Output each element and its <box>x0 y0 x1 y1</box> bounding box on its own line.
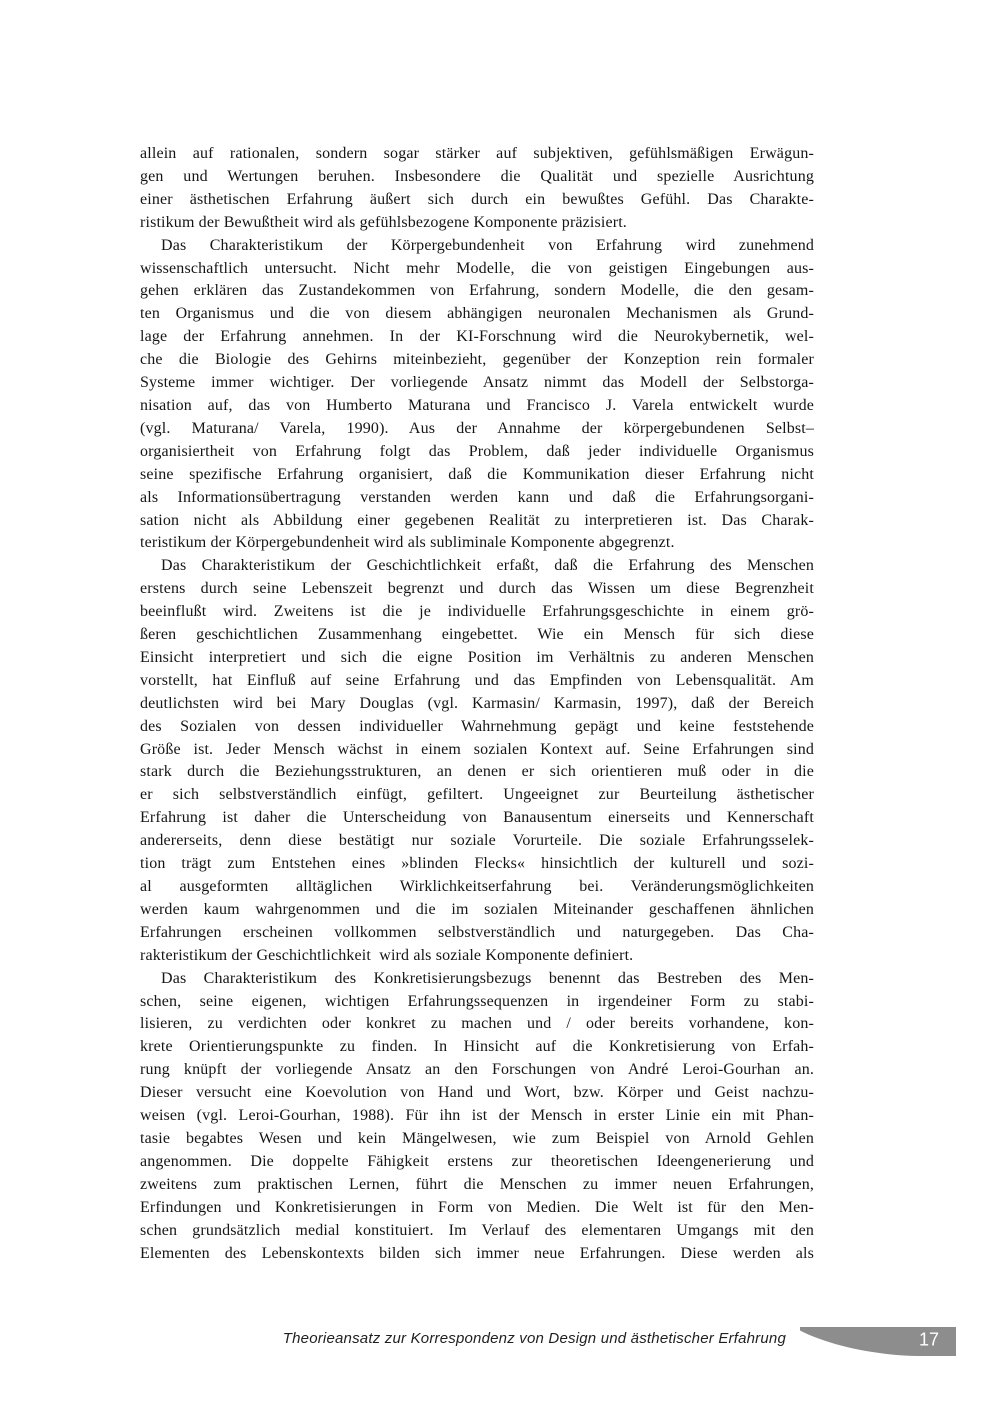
text-line: Das Charakteristikum der Körpergebundenheit von Erfahrung wird zunehmend <box>161 236 814 254</box>
text-line: vorstellt, hat Einfluß auf seine Erfahrung und das Empfinden von Lebensqualität. Am <box>140 671 814 689</box>
page-tab-swoosh <box>800 1325 956 1365</box>
text-line: weisen (vgl. Leroi-Gourhan, 1988). Für ihn ist der Mensch in erster Linie ein mit Phan- <box>140 1107 814 1125</box>
text-line: krete Orientierungspunkte zu finden. In Hinsicht auf die Konkretisierung von Erfah- <box>140 1038 814 1056</box>
text-line: schen, seine eigenen, wichtigen Erfahrungssequenzen in irgendeiner Form zu stabi- <box>140 992 814 1010</box>
text-line: Das Charakteristikum des Konkretisierungsbezugs benennt das Bestreben des Men- <box>161 969 814 987</box>
text-line: andererseits, denn diese bestätigt nur soziale Vorurteile. Die soziale Erfahrungsselek- <box>140 832 814 850</box>
page-number-tab <box>800 1325 956 1365</box>
footer-running-title: Theorieansatz zur Korrespondenz von Design und ästhetischer Erfahrung <box>282 1330 786 1347</box>
text-line: ristikum der Bewußtheit wird als gefühlsbezogene Komponente präzisiert. <box>140 213 627 231</box>
text-line: organisiertheit von Erfahrung folgt das Problem, daß jeder individuelle Organismus <box>140 442 814 460</box>
text-line: schen grundsätzlich medial konstituiert. Im Verlauf des elementaren Umgangs mit den <box>140 1221 814 1239</box>
text-line: teristikum der Körpergebundenheit wird als subliminale Komponente abgegrenzt. <box>140 534 675 552</box>
paragraph <box>140 555 814 967</box>
text-line: werden kaum wahrgenommen und die im sozialen Miteinander geschaffenen ähnlichen <box>140 900 814 918</box>
text-line: Erfahrung ist daher die Unterscheidung von Banausentum einerseits und Kennerschaft <box>140 809 814 827</box>
text-line: che die Biologie des Gehirns miteinbezieht, gegenüber der Konzeption rein formaler <box>140 351 814 369</box>
paragraph <box>140 143 814 235</box>
body-text <box>140 143 814 1265</box>
text-line: als Informationsübertragung verstanden werden kann und daß die Erfahrungsorgani- <box>140 488 814 506</box>
text-line: wissenschaftlich untersucht. Nicht mehr Modelle, die von geistigen Eingebungen aus- <box>140 259 814 277</box>
text-line: tion trägt zum Entstehen eines »blinden Flecks« hinsichtlich der kulturell und sozi- <box>140 855 814 873</box>
text-line: Dieser versucht eine Koevolution von Hand und Wort, bzw. Körper und Geist nachzu- <box>140 1084 814 1102</box>
text-line: Das Charakteristikum der Geschichtlichkeit erfaßt, daß die Erfahrung des Menschen <box>161 557 814 575</box>
text-line: sation nicht als Abbildung einer gegebenen Realität zu interpretieren ist. Das Charak- <box>140 511 814 529</box>
text-line: beeinflußt wird. Zweitens ist die je individuelle Erfahrungsgeschichte in einem grö- <box>140 603 814 621</box>
text-line: al ausgeformten alltäglichen Wirklichkeitserfahrung bei. Veränderungsmöglichkeiten <box>140 878 814 895</box>
text-line: (vgl. Maturana/ Varela, 1990). Aus der Annahme der körpergebundenen Selbst– <box>140 419 814 437</box>
text-line: gen und Wertungen beruhen. Insbesondere die Qualität und spezielle Ausrichtung <box>140 167 814 185</box>
text-line: allein auf rationalen, sondern sogar stärker auf subjektiven, gefühlsmäßigen Erwägun- <box>140 145 814 162</box>
text-line: ßeren geschichtlichen Zusammenhang eingebettet. Wie ein Mensch für sich diese <box>140 626 814 644</box>
text-line: stark durch die Beziehungsstrukturen, an denen er sich orientieren muß oder in die <box>140 763 814 781</box>
text-line: Systeme immer wichtiger. Der vorliegende Ansatz nimmt das Modell der Selbstorga- <box>140 374 814 392</box>
text-line: Elementen des Lebenskontexts bilden sich immer neue Erfahrungen. Diese werden als <box>140 1244 814 1262</box>
text-line: rakteristikum der Geschichtlichkeit wird als soziale Komponente definiert. <box>140 946 634 964</box>
text-line: lage der Erfahrung annehmen. In der KI-Forschnung wird die Neurokybernetik, wel- <box>140 328 814 346</box>
paragraph <box>140 968 814 1266</box>
page-number: 17 <box>918 1329 940 1350</box>
text-line: gehen erklären das Zustandekommen von Erfahrung, sondern Modelle, die den gesam- <box>140 282 814 300</box>
text-line: rung knüpft der vorliegende Ansatz an den Forschungen von André Leroi-Gourhan an. <box>140 1061 814 1079</box>
text-line: seine spezifische Erfahrung organisiert, daß die Kommunikation dieser Erfahrung nicht <box>140 465 814 483</box>
text-line: ten Organismus und die von diesem abhängigen neuronalen Mechanismen als Grund- <box>140 305 814 323</box>
text-line: lisieren, zu verdichten oder konkret zu machen und / oder bereits vorhandene, kon- <box>140 1015 814 1033</box>
text-line: Größe ist. Jeder Mensch wächst in einem sozialen Kontext auf. Seine Erfahrungen sind <box>140 740 814 758</box>
text-line: Erfindungen und Konkretisierungen in Form von Medien. Die Welt ist für den Men- <box>140 1198 814 1216</box>
text-line: tasie begabtes Wesen und kein Mängelwesen, wie zum Beispiel von Arnold Gehlen <box>140 1129 814 1147</box>
text-line: des Sozialen von dessen individueller Wahrnehmung gepägt und keine feststehende <box>140 717 814 735</box>
text-line: zweitens zum praktischen Lernen, führt die Menschen zu immer neuen Erfahrungen, <box>140 1175 814 1193</box>
text-line: einer ästhetischen Erfahrung äußert sich durch ein bewußtes Gefühl. Das Charakte- <box>140 190 814 208</box>
text-line: Erfahrungen erscheinen vollkommen selbstverständlich und naturgegeben. Das Cha- <box>140 923 814 941</box>
text-line: erstens durch seine Lebenszeit begrenzt und durch das Wissen um diese Begrenzheit <box>140 580 814 598</box>
text-line: angenommen. Die doppelte Fähigkeit erstens zur theoretischen Ideengenerierung und <box>140 1152 814 1170</box>
text-line: Einsicht interpretiert und sich die eigne Position im Verhältnis zu anderen Menschen <box>140 648 814 666</box>
paragraph <box>140 235 814 556</box>
text-line: er sich selbstverständlich einfügt, gefiltert. Ungeeignet zur Beurteilung ästhetischer <box>140 786 814 804</box>
text-line: nisation auf, das von Humberto Maturana und Francisco J. Varela entwickelt wurde <box>140 396 814 414</box>
text-line: deutlichsten wird bei Mary Douglas (vgl. Karmasin/ Karmasin, 1997), daß der Bereich <box>140 694 814 712</box>
